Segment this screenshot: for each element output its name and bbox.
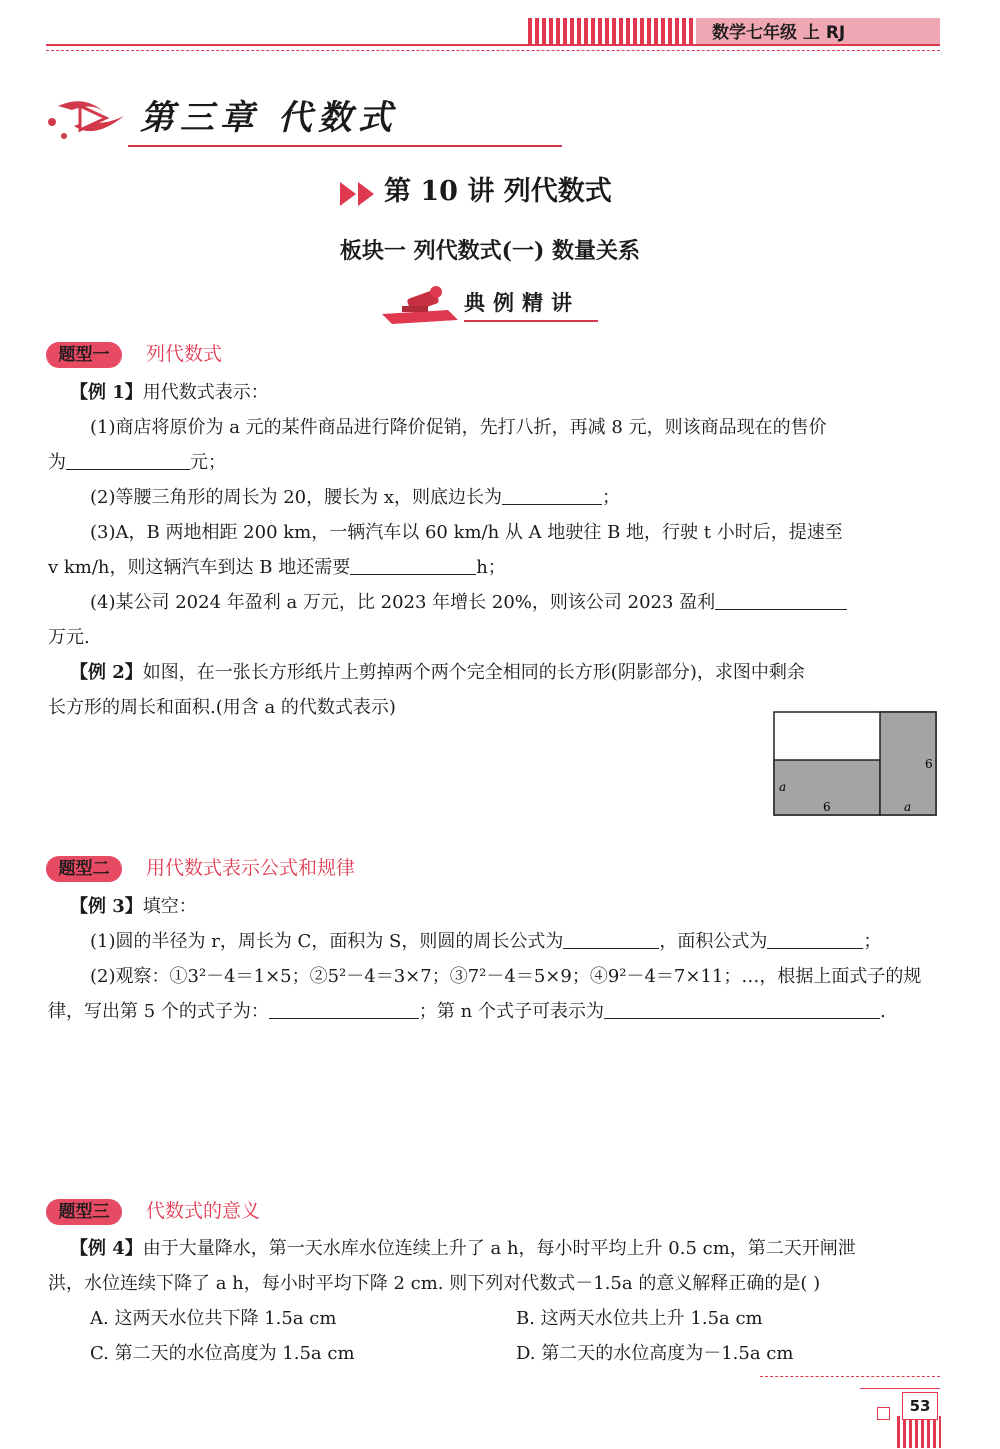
ex1-q1-line1: (1)商店将原价为 a 元的某件商品进行降价促销，先打八折，再减 8 元，则该商品现在的售价 [90,417,827,438]
double-arrow-icon [338,180,380,208]
ex3-intro: 填空： [142,896,197,917]
ex1-intro-line [70,377,269,409]
ex3-q2-suffix: . [879,1001,886,1022]
lecture-title: 第 10 讲 列代数式 [384,176,612,207]
type-label-2: 题型二 [46,856,122,882]
ex3-q2-mid: ；第 n 个式子可表示为 [418,1001,604,1022]
ex1-q3-text: v km/h，则这辆汽车到达 B 地还需要 [48,557,351,578]
answer-blank[interactable] [502,482,602,505]
page-number: 53 [902,1392,938,1420]
header-stripes [528,18,696,46]
ex4-label: 【例 4】 [70,1238,143,1259]
type-label-3: 题型三 [46,1199,122,1225]
option-c[interactable]: C. 第二天的水位高度为 1.5a cm [90,1343,355,1364]
footer-dashed-rule [760,1376,940,1377]
section-badge: 典例精讲 [464,290,580,315]
ex1-q1-suffix: 元； [190,452,226,473]
footer-square-icon [877,1407,890,1420]
ex1-q3-line1: (3)A，B 两地相距 200 km，一辆汽车以 60 km/h 从 A 地驶往 B 地，行驶 t 小时后，提速至 [90,522,843,543]
ex3-q1-mid: ，面积公式为 [659,931,768,952]
ex1-q3-line2 [48,552,506,584]
ex2-label: 【例 2】 [70,662,143,683]
answer-blank[interactable] [715,587,847,610]
section-badge-underline [464,320,598,322]
type-label-1: 题型一 [46,342,122,368]
answer-blank[interactable] [350,552,476,575]
ex3-label: 【例 3】 [70,896,143,917]
chapter-underline [128,145,562,147]
ex1-q2-suffix: ； [602,487,620,508]
microscope-icon [378,280,462,326]
header-book-title: 数学七年级 上 RJ [712,23,846,43]
fig-label-a-left: a [779,780,787,794]
answer-blank[interactable] [604,996,880,1019]
ex1-q4-text: (4)某公司 2024 年盈利 a 万元，比 2023 年增长 20%，则该公司 2023 盈利 [90,592,716,613]
ex4-line1 [70,1233,856,1265]
ex3-q2-line2 [48,996,886,1028]
ex1-q2-line [90,482,620,514]
ex4-text1: 由于大量降水，第一天水库水位连续上升了 a h，每小时平均上升 0.5 cm，第二天开闸泄 [142,1238,856,1259]
option-d[interactable]: D. 第二天的水位高度为－1.5a cm [516,1343,794,1364]
ex1-q1-line2 [48,447,226,479]
option-a[interactable]: A. 这两天水位共下降 1.5a cm [90,1308,337,1329]
fig-label-6-bottom: 6 [823,800,831,814]
answer-blank[interactable] [767,926,863,949]
ex2-line2: 长方形的周长和面积.(用含 a 的代数式表示) [48,697,396,718]
type-title-3: 代数式的意义 [146,1200,261,1222]
option-b[interactable]: B. 这两天水位共上升 1.5a cm [516,1308,763,1329]
rectangle-figure [773,711,937,816]
ex1-label: 【例 1】 [70,382,143,403]
type-title-2: 用代数式表示公式和规律 [146,857,356,879]
fig-label-6-right: 6 [925,757,933,771]
block-title: 板块一 列代数式(一) 数量关系 [339,238,641,264]
answer-blank[interactable] [66,447,190,470]
header-dashed-rule [46,50,940,51]
answer-blank[interactable] [269,996,419,1019]
ex3-q1-suffix: ； [863,931,882,952]
ex3-q1-line [90,926,881,958]
ex1-intro: 用代数式表示： [142,382,269,403]
ex3-q2-line1: (2)观察：①3²－4＝1×5；②5²－4＝3×7；③7²－4＝5×9；④9²－4＝7×11；…，根据上面式子的规 [90,966,922,987]
fig-label-a-bottom: a [904,800,912,814]
ex3-q2-text: 律，写出第 5 个的式子为： [48,1001,269,1022]
footer-stripes [897,1416,941,1448]
chapter-swoosh-icon [44,96,134,144]
ex3-intro-line [70,891,197,923]
ex3-q1-text: (1)圆的半径为 r，周长为 C，面积为 S，则圆的周长公式为 [90,931,564,952]
ex2-text1: 如图，在一张长方形纸片上剪掉两个两个完全相同的长方形(阴影部分)，求图中剩余 [142,662,805,683]
answer-blank[interactable] [563,926,659,949]
ex2-line1 [70,657,805,689]
chapter-title: 第三章 代数式 [140,98,398,138]
header-rule [46,44,940,46]
ex1-q4-line2: 万元. [48,627,90,648]
ex1-q1-prefix: 为 [48,452,66,473]
ex1-q4-line1 [90,587,847,619]
ex4-line2: 洪，水位连续下降了 a h，每小时平均下降 2 cm. 则下列对代数式－1.5a 的意义解释正确的是( ) [48,1273,821,1294]
footer-rule [860,1388,940,1389]
type-title-1: 列代数式 [146,343,223,365]
ex1-q3-suffix: h； [476,557,506,578]
ex1-q2-text: (2)等腰三角形的周长为 20，腰长为 x，则底边长为 [90,487,502,508]
